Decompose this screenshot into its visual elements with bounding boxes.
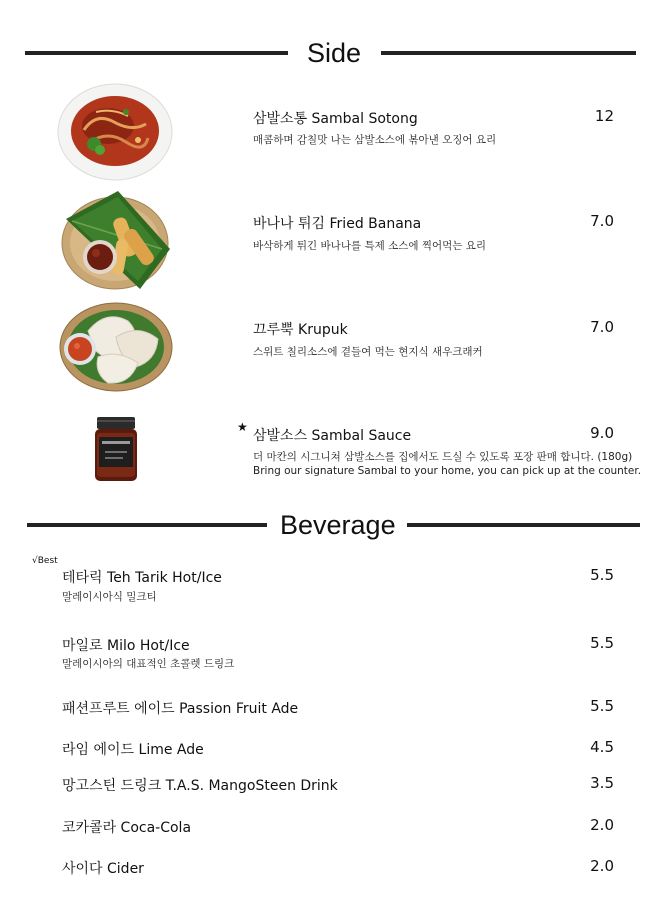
side-item-3-desc: 스위트 칠리소스에 곁들여 먹는 현지식 새우크래커	[253, 346, 483, 358]
beverage-header-line-right	[407, 523, 640, 527]
side-item-3-price: 7.0	[590, 318, 614, 336]
side-item-4-desc-en: Bring our signature Sambal to your home, you can pick up at the counter.	[253, 465, 642, 477]
beverage-item-7-name: 사이다 Cider	[62, 861, 144, 877]
beverage-item-4-price: 4.5	[590, 738, 614, 756]
side-item-4-name: 삼발소스 Sambal Sauce	[253, 428, 412, 444]
beverage-header-line-left	[27, 523, 267, 527]
beverage-section-title: Beverage	[280, 510, 396, 540]
beverage-item-1-price: 5.5	[590, 566, 614, 584]
beverage-item-1-name: 테타릭 Teh Tarik Hot/Ice	[62, 570, 222, 586]
sambal-sauce-star-icon: ★	[237, 420, 248, 434]
side-item-2-desc: 바삭하게 튀긴 바나나를 특제 소스에 찍어먹는 요리	[253, 240, 487, 252]
side-header-line-left	[25, 51, 288, 55]
beverage-item-3-price: 5.5	[590, 697, 614, 715]
side-item-2-name: 바나나 튀김 Fried Banana	[253, 216, 422, 232]
side-item-1-price: 12	[594, 107, 614, 125]
beverage-item-4-name: 라임 에이드 Lime Ade	[62, 742, 204, 758]
side-header-line-right	[381, 51, 636, 55]
beverage-item-7-price: 2.0	[590, 857, 614, 875]
side-item-2-price: 7.0	[590, 212, 614, 230]
beverage-item-2-desc: 말레이시아의 대표적인 초콜렛 드링크	[62, 658, 235, 670]
krupuk-dish-icon	[58, 301, 174, 393]
side-section-title: Side	[307, 38, 362, 68]
side-item-1-desc: 매콤하며 감칠맛 나는 삼발소스에 볶아낸 오징어 요리	[253, 134, 497, 146]
fried-banana-dish-icon	[58, 189, 176, 293]
sambal-sauce-jar-icon	[93, 417, 139, 483]
side-item-4-price: 9.0	[590, 424, 614, 442]
side-section-header	[0, 38, 659, 72]
beverage-item-6-name: 코카콜라 Coca-Cola	[62, 820, 192, 836]
beverage-item-3-name: 패션프루트 에이드 Passion Fruit Ade	[62, 701, 299, 717]
side-item-1-name: 삼발소통 Sambal Sotong	[253, 111, 418, 127]
beverage-item-6-price: 2.0	[590, 816, 614, 834]
beverage-item-2-name: 마일로 Milo Hot/Ice	[62, 638, 190, 654]
best-badge: √Best	[32, 556, 58, 566]
beverage-item-5-price: 3.5	[590, 774, 614, 792]
beverage-item-5-name: 망고스틴 드링크 T.A.S. MangoSteen Drink	[62, 778, 338, 794]
beverage-item-2-price: 5.5	[590, 634, 614, 652]
sambal-sotong-dish-icon	[56, 82, 174, 182]
side-item-4-desc: 더 마칸의 시그니쳐 삼발소스를 집에서도 드실 수 있도록 포장 판매 합니다. (180g)	[253, 451, 633, 463]
side-item-3-name: 끄루뿍 Krupuk	[253, 322, 348, 338]
beverage-section-header	[0, 510, 659, 544]
beverage-item-1-desc: 말레이시아식 밀크티	[62, 591, 157, 603]
